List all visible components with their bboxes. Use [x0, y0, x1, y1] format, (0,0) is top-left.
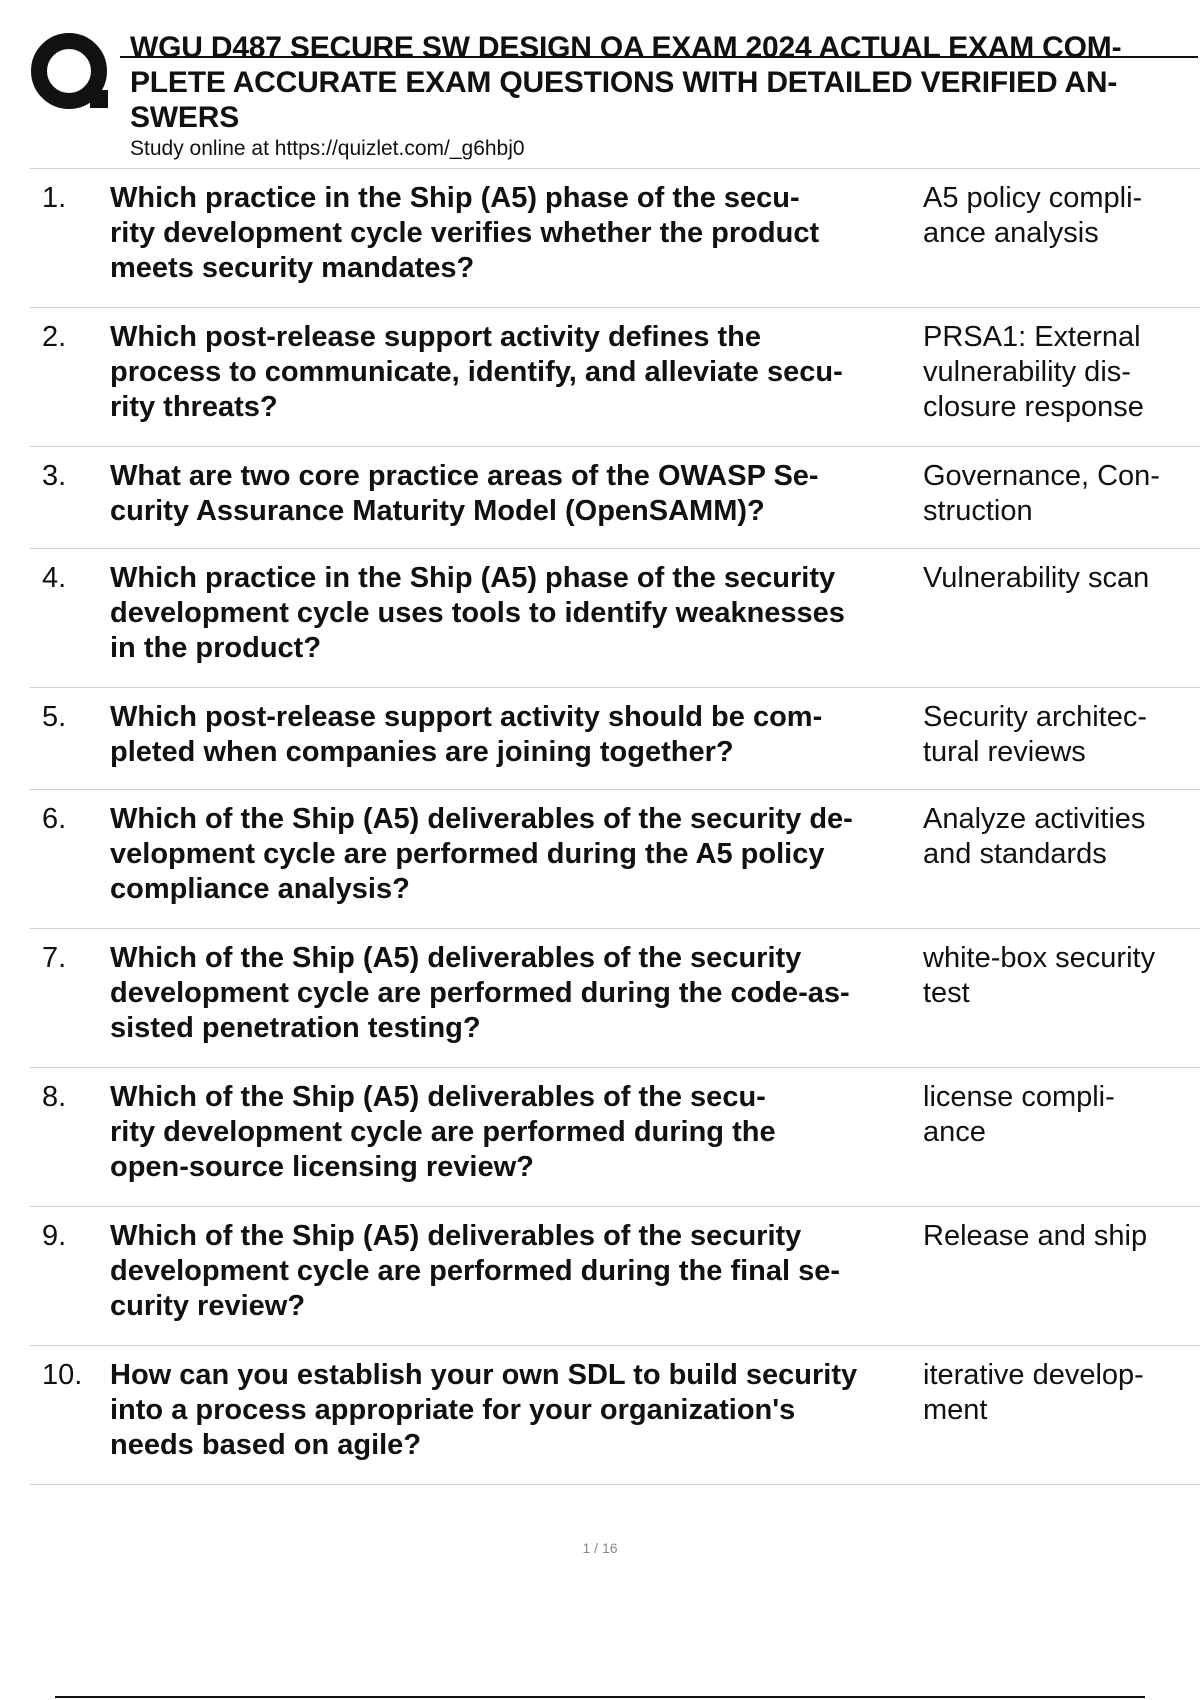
- question-row: [30, 929, 1200, 1068]
- question-number: 6.: [42, 803, 67, 835]
- question-text: Which of the Ship (A5) deliverables of the security de- velopment cycle are performed during the A5 policy compliance analysis?: [110, 803, 853, 905]
- question-row: [30, 790, 1200, 929]
- question-number: 10.: [42, 1359, 83, 1391]
- question-text: Which practice in the Ship (A5) phase of the security development cycle uses tools to identify weaknesses in the product?: [110, 562, 845, 664]
- page-header: [0, 0, 1200, 170]
- question-row: [30, 1346, 1200, 1485]
- page-number: 1 / 16: [582, 1540, 618, 1556]
- answer-text: white-box security test: [923, 942, 1156, 1009]
- question-number: 1.: [42, 182, 67, 214]
- answer-text: A5 policy compli- ance analysis: [923, 182, 1143, 249]
- question-row: [30, 447, 1200, 549]
- answer-text: Security architec- tural reviews: [923, 701, 1148, 768]
- quizlet-logo-icon: [30, 32, 112, 114]
- question-number: 4.: [42, 562, 67, 594]
- question-row: [30, 549, 1200, 688]
- question-text: Which post-release support activity defines the process to communicate, identify, and alleviate secu- rity threats?: [110, 321, 843, 423]
- question-number: 9.: [42, 1220, 67, 1252]
- answer-text: Vulnerability scan: [923, 562, 1150, 594]
- answer-text: Governance, Con- struction: [923, 460, 1160, 527]
- answer-text: iterative develop- ment: [923, 1359, 1144, 1426]
- question-row: [30, 1207, 1200, 1346]
- question-text: What are two core practice areas of the OWASP Se- curity Assurance Maturity Model (OpenSAMM)?: [110, 460, 819, 527]
- question-number: 2.: [42, 321, 67, 353]
- question-number: 5.: [42, 701, 67, 733]
- answer-text: Analyze activities and standards: [923, 803, 1146, 870]
- question-number: 3.: [42, 460, 67, 492]
- document-title: WGU D487 SECURE SW DESIGN OA EXAM 2024 ACTUAL EXAM COM- PLETE ACCURATE EXAM QUESTIONS WITH DETAILED VERIFIED AN- SWERS: [130, 31, 1122, 134]
- answer-text: PRSA1: External vulnerability dis- closure response: [923, 321, 1144, 423]
- answer-text: license compli- ance: [923, 1081, 1115, 1148]
- question-number: 8.: [42, 1081, 67, 1113]
- question-row: [30, 688, 1200, 790]
- question-list: [30, 169, 1200, 1485]
- question-text: Which of the Ship (A5) deliverables of the secu- rity development cycle are performed during the open-source licensing review?: [110, 1081, 776, 1183]
- question-row: [30, 169, 1200, 308]
- answer-text: Release and ship: [923, 1220, 1148, 1252]
- question-text: Which of the Ship (A5) deliverables of the security development cycle are performed during the final se- curity review?: [110, 1220, 841, 1322]
- question-text: Which of the Ship (A5) deliverables of the security development cycle are performed during the code-as- sisted penetration testing?: [110, 942, 850, 1044]
- question-text: How can you establish your own SDL to build security into a process appropriate for your organization's needs based on agile?: [110, 1359, 858, 1461]
- question-text: Which post-release support activity should be com- pleted when companies are joining together?: [110, 701, 823, 768]
- footer-divider: [55, 1696, 1145, 1698]
- question-text: Which practice in the Ship (A5) phase of the secu- rity development cycle verifies whether the product meets security mandates?: [110, 182, 820, 284]
- question-row: [30, 308, 1200, 447]
- question-row: [30, 1068, 1200, 1207]
- study-online-link[interactable]: Study online at https://quizlet.com/_g6hbj0: [130, 137, 525, 160]
- question-number: 7.: [42, 942, 67, 974]
